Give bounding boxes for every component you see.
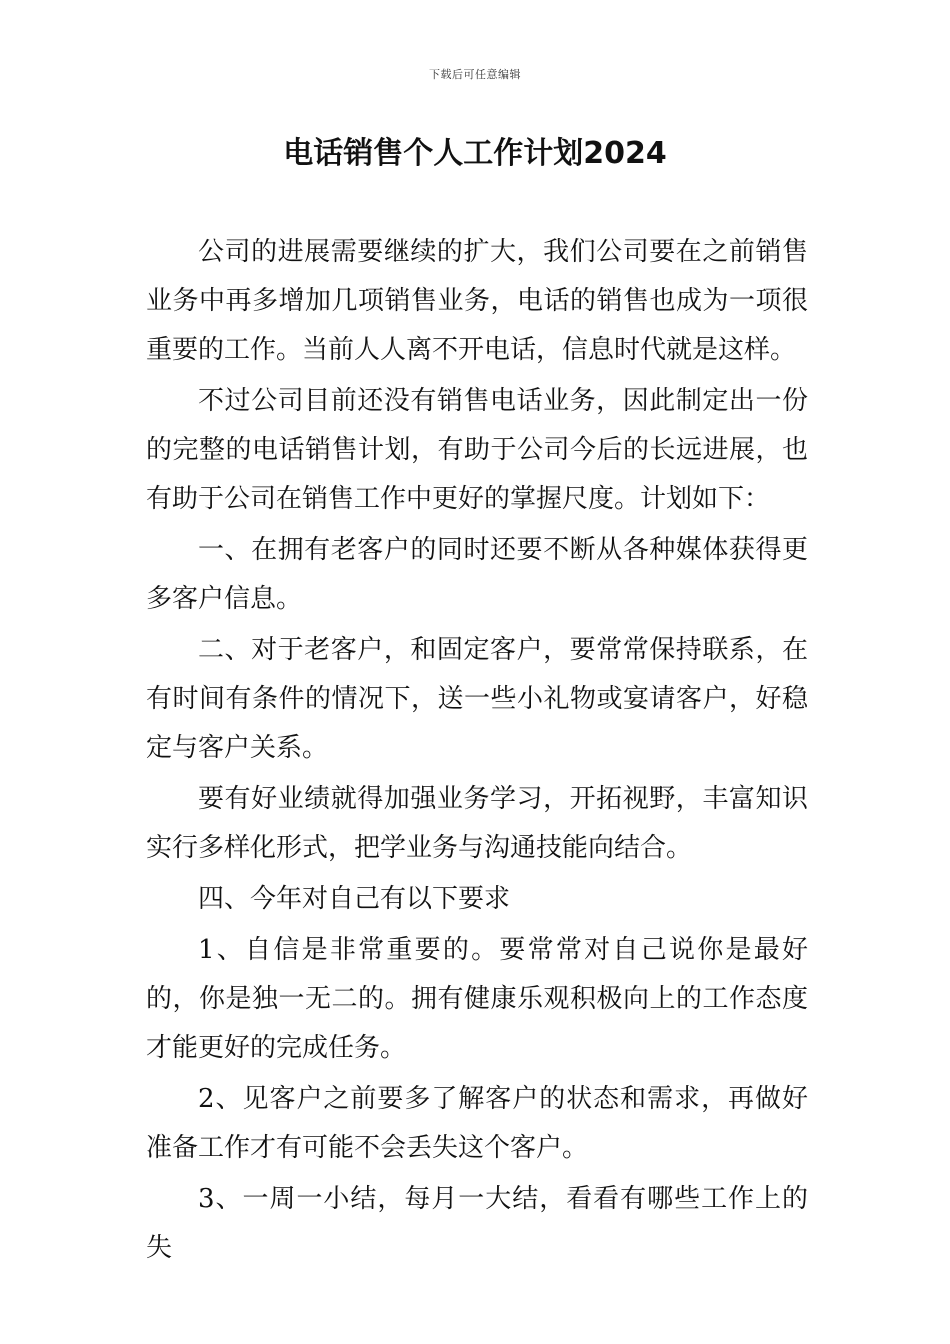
paragraph-requirement-1: 1、自信是非常重要的。要常常对自己说你是最好的，你是独一无二的。拥有健康乐观积极向上的工作态度才能更好的完成任务。 [146, 935, 808, 1063]
paragraph-requirement-3: 3、一周一小结，每月一大结，看看有哪些工作上的失 [146, 1184, 808, 1263]
paragraph-item-4-heading: 四、今年对自己有以下要求 [198, 884, 511, 914]
paragraph-plan-purpose: 不过公司目前还没有销售电话业务，因此制定出一份的完整的电话销售计划，有助于公司今后的长远进展，也有助于公司在销售工作中更好的掌握尺度。计划如下： [146, 386, 808, 514]
document-title: 电话销售个人工作计划2024 [283, 136, 667, 171]
paragraph-item-2: 二、对于老客户，和固定客户，要常常保持联系，在有时间有条件的情况下，送一些小礼物或宴请客户，好稳定与客户关系。 [146, 635, 808, 763]
paragraph-intro: 公司的进展需要继续的扩大，我们公司要在之前销售业务中再多增加几项销售业务，电话的销售也成为一项很重要的工作。当前人人离不开电话，信息时代就是这样。 [146, 237, 808, 365]
paragraph-learning: 要有好业绩就得加强业务学习，开拓视野，丰富知识实行多样化形式，把学业务与沟通技能向结合。 [146, 784, 808, 863]
paragraph-requirement-2: 2、见客户之前要多了解客户的状态和需求，再做好准备工作才有可能不会丢失这个客户。 [146, 1084, 808, 1163]
header-note: 下载后可任意编辑 [429, 68, 521, 81]
paragraph-item-1: 一、在拥有老客户的同时还要不断从各种媒体获得更多客户信息。 [146, 535, 808, 614]
document-body [146, 228, 808, 1275]
